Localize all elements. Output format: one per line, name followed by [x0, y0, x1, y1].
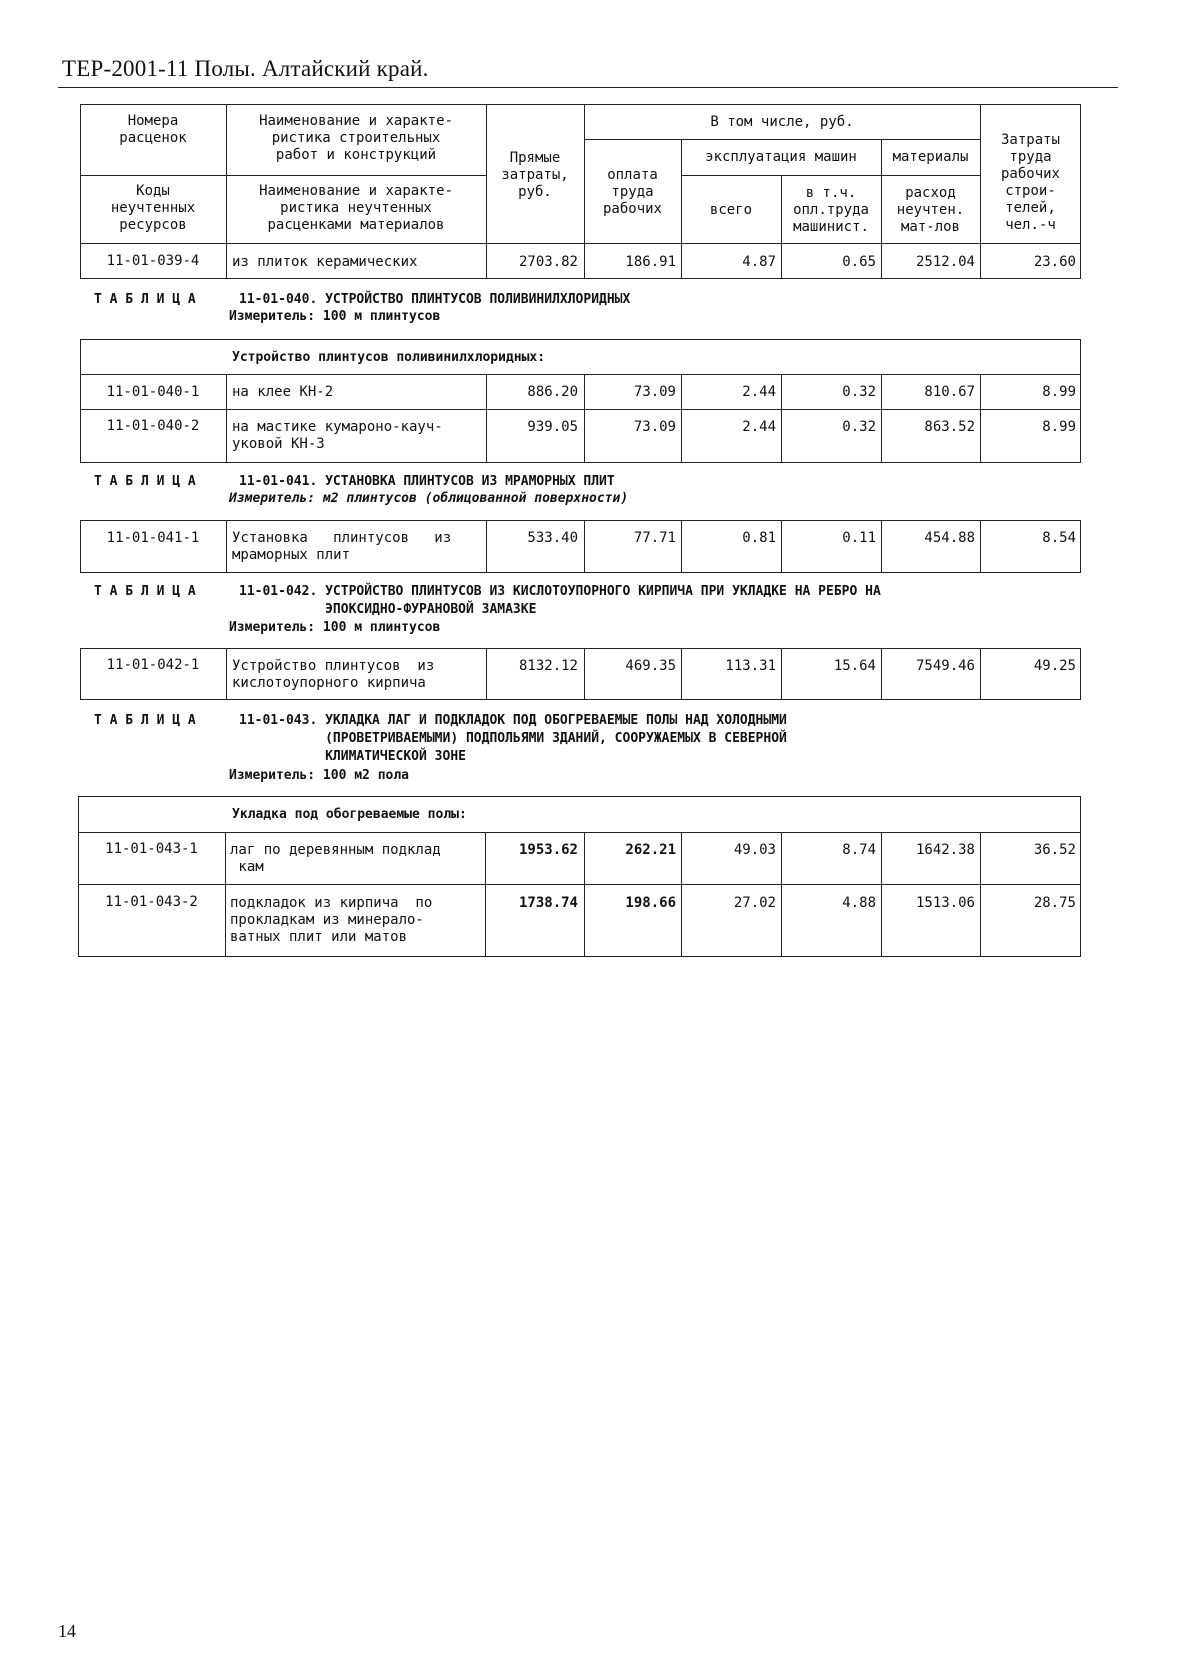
table-row-wage: 186.91	[625, 254, 676, 270]
table-title: 11-01-042. УСТРОЙСТВО ПЛИНТУСОВ ИЗ КИСЛОТОУПОРНОГО КИРПИЧА ПРИ УКЛАДКЕ НА РЕБРО НА ЭПОКСИДНО-ФУРАНОВОЙ ЗАМАЗКЕ	[239, 584, 881, 617]
table-row-labor: 8.99	[1042, 419, 1076, 435]
table-title: 11-01-041. УСТАНОВКА ПЛИНТУСОВ ИЗ МРАМОРНЫХ ПЛИТ	[239, 474, 615, 489]
table-row-mach: 113.31	[725, 658, 776, 674]
table-row-code: 11-01-039-4	[106, 253, 200, 269]
table-row-direct: 886.20	[527, 384, 578, 400]
table-row-code: 11-01-040-1	[106, 384, 200, 400]
table-row-wage: 77.71	[633, 530, 676, 546]
col-materials: материалы	[892, 149, 969, 165]
table-row-name: на клее КН-2	[232, 384, 334, 400]
table-row-driver: 0.11	[842, 530, 876, 546]
table-unit: Измеритель: 100 м плинтусов	[229, 309, 441, 324]
table-unit: Измеритель: м2 плинтусов (облицованной поверхности)	[229, 491, 629, 506]
table-row-driver: 8.74	[842, 842, 876, 858]
table-row-name: на мастике кумароно-кауч- уковой КН-3	[232, 419, 443, 452]
table-row-mach: 2.44	[742, 384, 776, 400]
table-row-direct: 1953.62	[518, 842, 578, 858]
col-resource-code: Коды неучтенных ресурсов	[110, 183, 196, 233]
page-title: ТЕР-2001-11 Полы. Алтайский край.	[62, 56, 429, 81]
col-labor: Затраты труда рабочих строи- телей, чел.-ч	[1000, 132, 1060, 233]
table-row-labor: 8.99	[1042, 384, 1076, 400]
table-row-wage: 262.21	[625, 842, 676, 858]
col-work-name: Наименование и характе- ристика строительных работ и конструкций	[259, 113, 453, 163]
table-row-driver: 4.88	[842, 895, 876, 911]
table-row-mat: 863.52	[924, 419, 975, 435]
table-group-title: Укладка под обогреваемые полы:	[232, 807, 467, 822]
col-rate-number: Номера расценок	[119, 113, 187, 146]
table-row-mach: 4.87	[742, 254, 776, 270]
table-row-driver: 0.32	[842, 419, 876, 435]
table-row-mach: 27.02	[733, 895, 776, 911]
table-row-wage: 469.35	[625, 658, 676, 674]
table-row-code: 11-01-040-2	[106, 418, 200, 434]
table-row-labor: 23.60	[1033, 254, 1076, 270]
table-row-direct: 533.40	[527, 530, 578, 546]
table-row-name: Установка плинтусов из мраморных плит	[232, 530, 452, 563]
table-label: Т А Б Л И Ц А	[94, 474, 196, 489]
table-row-direct: 2703.82	[518, 254, 578, 270]
table-unit: Измеритель: 100 м плинтусов	[229, 620, 441, 635]
table-row-mat: 810.67	[924, 384, 975, 400]
col-wage: оплата труда рабочих	[602, 167, 662, 217]
table-row-labor: 49.25	[1033, 658, 1076, 674]
col-machines: эксплуатация машин	[705, 149, 857, 165]
table-label: Т А Б Л И Ц А	[94, 713, 196, 728]
page-number: 14	[58, 1621, 76, 1641]
table-040	[80, 339, 1081, 463]
table-label: Т А Б Л И Ц А	[94, 292, 196, 307]
table-row-mat: 454.88	[924, 530, 975, 546]
table-row-labor: 8.54	[1042, 530, 1076, 546]
col-machines-total: всего	[709, 202, 753, 218]
table-row-driver: 0.32	[842, 384, 876, 400]
table-row-wage: 73.09	[633, 419, 676, 435]
table-group-title: Устройство плинтусов поливинилхлоридных:	[232, 350, 546, 365]
table-row-mat: 1642.38	[915, 842, 975, 858]
table-row-name: лаг по деревянным подклад кам	[230, 842, 441, 875]
table-row-driver: 15.64	[833, 658, 876, 674]
table-title: 11-01-043. УКЛАДКА ЛАГ И ПОДКЛАДОК ПОД ОБОГРЕВАЕМЫЕ ПОЛЫ НАД ХОЛОДНЫМИ (ПРОВЕТРИВАЕМЫМИ) ПОДПОЛЬЯМИ ЗДАНИЙ, СООРУЖАЕМЫХ В СЕВЕРНОЙ КЛИМАТИЧЕСКОЙ ЗОНЕ	[239, 713, 787, 764]
col-materials-sub: расход неучтен. мат-лов	[896, 185, 965, 235]
table-row-code: 11-01-043-1	[105, 841, 198, 857]
table-row-mat: 1513.06	[915, 895, 975, 911]
table-row-direct: 8132.12	[518, 658, 578, 674]
table-row-code: 11-01-042-1	[106, 657, 200, 673]
col-material-name: Наименование и характе- ристика неучтенных расценками материалов	[259, 183, 453, 233]
col-direct-costs: Прямые затраты, руб.	[501, 150, 569, 200]
table-row-labor: 28.75	[1033, 895, 1076, 911]
title-rule	[58, 87, 1118, 88]
col-machines-driver: в т.ч. опл.труда машинист.	[793, 185, 869, 235]
table-row-name: из плиток керамических	[232, 254, 418, 270]
table-label: Т А Б Л И Ц А	[94, 584, 196, 599]
table-title: 11-01-040. УСТРОЙСТВО ПЛИНТУСОВ ПОЛИВИНИЛХЛОРИДНЫХ	[239, 292, 631, 307]
table-row-driver: 0.65	[842, 254, 876, 270]
table-unit: Измеритель: 100 м2 пола	[229, 768, 410, 783]
table-row-mach: 0.81	[742, 530, 776, 546]
table-row-name: подкладок из кирпича по прокладкам из минерало- ватных плит или матов	[230, 895, 433, 945]
table-row-code: 11-01-043-2	[105, 894, 198, 910]
table-row-code: 11-01-041-1	[106, 530, 200, 546]
table-row-name: Устройство плинтусов из кислотоупорного кирпича	[232, 658, 435, 691]
col-including: В том числе, руб.	[710, 114, 854, 130]
table-row-direct: 1738.74	[518, 895, 578, 911]
table-row-mat: 2512.04	[915, 254, 975, 270]
table-row-wage: 198.66	[625, 895, 676, 911]
table-row-labor: 36.52	[1033, 842, 1076, 858]
table-row-wage: 73.09	[633, 384, 676, 400]
table-row-mach: 2.44	[742, 419, 776, 435]
table-row-mat: 7549.46	[915, 658, 975, 674]
table-row-mach: 49.03	[733, 842, 776, 858]
table-row-direct: 939.05	[527, 419, 578, 435]
table-043	[78, 796, 1081, 957]
